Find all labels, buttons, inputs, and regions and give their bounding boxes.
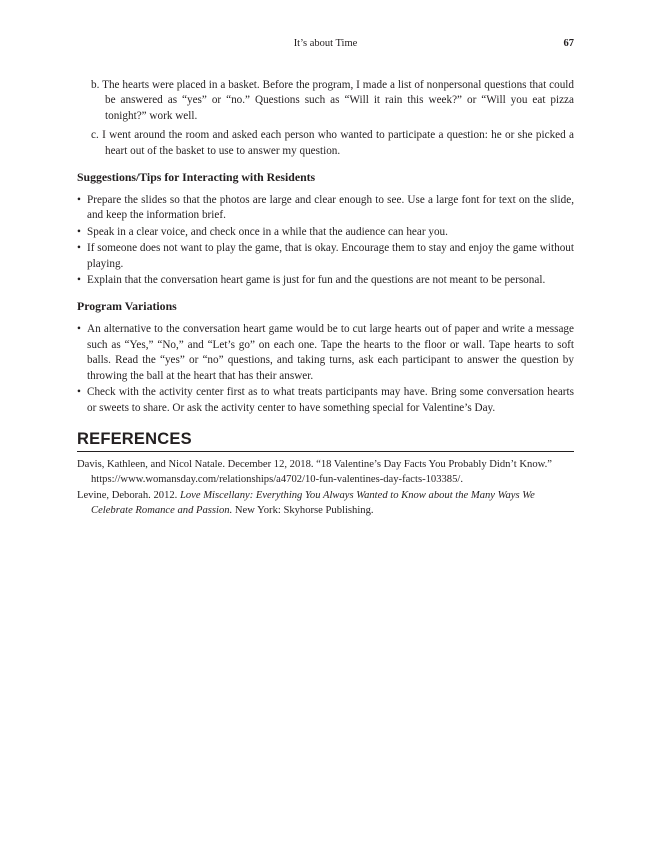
step-item bbox=[77, 128, 574, 159]
references-heading: REFERENCES bbox=[77, 429, 192, 448]
heading-rule bbox=[77, 451, 574, 452]
references-list bbox=[77, 458, 574, 518]
page-number: 67 bbox=[563, 38, 574, 49]
step-marker: b. bbox=[91, 79, 100, 91]
tips-heading: Suggestions/Tips for Interacting with Residents bbox=[77, 170, 316, 185]
variation-item: • An alternative to the conversation heart game would be to cut large hearts out of paper and write a message such as “Yes,” “No,” and “Let’s go” on each one. Tape the hearts to the floor or wall. Tape hearts to soft balls. Read the “yes” or “no” questions, and taking turns, ask each participant to answer the question by throwing the ball at the heart that has their answer. bbox=[77, 322, 574, 384]
reference-entry bbox=[77, 489, 574, 518]
variations-list bbox=[77, 322, 574, 415]
tip-item: • Prepare the slides so that the photos are large and clear enough to see. Use a large font for text on the slide, and keep the information brief. bbox=[77, 193, 574, 224]
reference-publisher: New York: Skyhorse Publishing. bbox=[234, 504, 374, 516]
reference-text: Davis, Kathleen, and Nicol Natale. December 12, 2018. “18 Valentine’s Day Facts You Probably Didn’t Know.” https://www.womansday.com/relationships/a4702/10-fun-valentines-day-facts-103385/. bbox=[77, 458, 552, 485]
tip-item: • If someone does not want to play the game, that is okay. Encourage them to stay and enjoy the game without playing. bbox=[77, 241, 574, 272]
step-item bbox=[77, 78, 574, 124]
step-text: The hearts were placed in a basket. Before the program, I made a list of nonpersonal questions that could be answered as “yes” or “no.” Questions such as “Will it rain this week?” or “Will you eat pizza tonight?” work well. bbox=[102, 79, 574, 122]
page-body bbox=[77, 78, 574, 518]
reference-title: Love Miscellany: Everything You Always Wanted to Know about the Many Ways We Celebrate Romance and Passion. bbox=[91, 490, 535, 516]
reference-author: Levine, Deborah. 2012. bbox=[77, 490, 178, 502]
tip-item: • Explain that the conversation heart game is just for fun and the questions are not meant to be personal. bbox=[77, 273, 574, 288]
running-title: It’s about Time bbox=[293, 38, 358, 49]
tip-item: • Speak in a clear voice, and check once in a while that the audience can hear you. bbox=[77, 225, 574, 240]
reference-entry bbox=[77, 458, 574, 487]
tips-list bbox=[77, 193, 574, 288]
running-header bbox=[77, 38, 574, 54]
step-marker: c. bbox=[91, 129, 99, 142]
variations-heading: Program Variations bbox=[77, 299, 177, 314]
step-text: I went around the room and asked each person who wanted to participate a question: he or she picked a heart out of the basket to use to answer my question. bbox=[102, 129, 575, 157]
variation-item: • Check with the activity center first as to what treats participants may have. Bring some conversation hearts or sweets to share. Or ask the activity center to have something special for Valentine’s Day. bbox=[77, 385, 574, 416]
